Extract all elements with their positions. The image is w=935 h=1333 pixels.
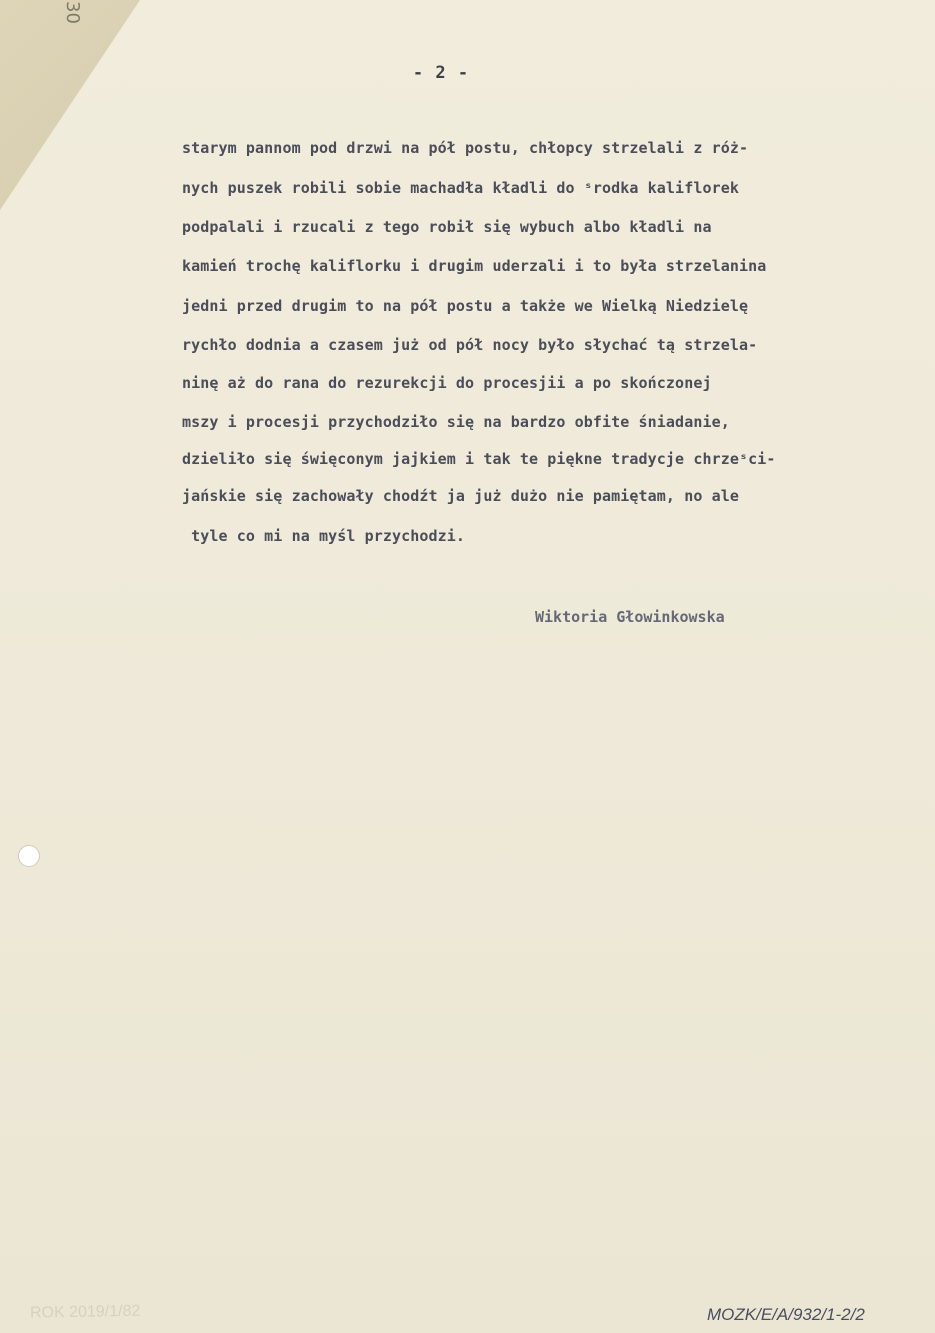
corner-mark: 30: [62, 1, 83, 24]
body-line-7: ninę aż do rana do rezurekcji do procesjii a po skończonej: [182, 374, 712, 392]
body-line-4: kamień trochę kaliflorku i drugim uderzali i to była strzelanina: [182, 257, 767, 275]
faint-stamp: ROK 2019/1/82: [29, 1302, 141, 1322]
page-number: - 2 -: [412, 63, 470, 83]
body-line-8: mszy i procesji przychodziło się na bardzo obfite śniadanie,: [182, 413, 730, 431]
punch-hole: [18, 845, 40, 867]
body-line-11: tyle co mi na myśl przychodzi.: [182, 527, 466, 545]
typed-body-text: [182, 135, 917, 555]
body-line-2: nych puszek robili sobie machadła kładli do ˢrodka kaliflorek: [182, 179, 739, 197]
body-line-10: jańskie się zachowały chodźt ja już dużo nie pamiętam, no ale: [182, 487, 739, 505]
body-line-6: rychło dodnia a czasem już od pół nocy było słychać tą strzela-: [182, 336, 758, 354]
archive-reference: MOZK/E/A/932/1-2/2: [707, 1305, 865, 1324]
body-line-3: podpalali i rzucali z tego robił się wybuch albo kładli na: [182, 218, 712, 236]
body-line-1: starym pannom pod drzwi na pół postu, chłopcy strzelali z róż-: [182, 139, 749, 157]
body-line-9: dzieliło się święconym jajkiem i tak te piękne tradycje chrzeˢci-: [182, 450, 776, 468]
signature-name: Wiktoria Głowinkowska: [535, 608, 725, 626]
body-line-5: jedni przed drugim to na pół postu a także we Wielką Niedzielę: [182, 297, 749, 315]
folded-corner: [0, 0, 140, 210]
